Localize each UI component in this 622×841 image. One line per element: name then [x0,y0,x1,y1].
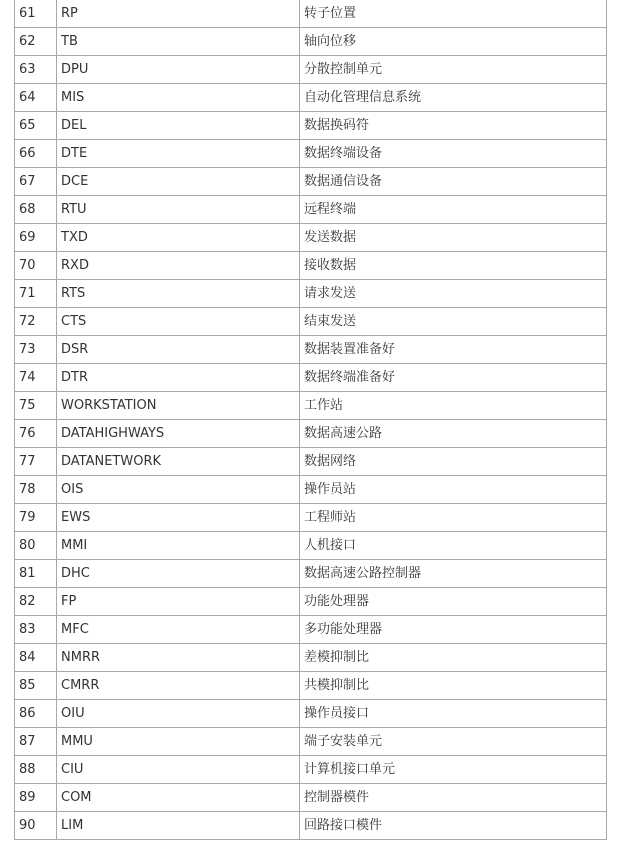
term-cell: 请求发送 [300,280,607,308]
table-row [15,504,607,532]
table-row [15,112,607,140]
table-row [15,140,607,168]
row-number-cell: 77 [15,448,57,476]
row-number-cell: 88 [15,756,57,784]
term-cell: 数据装置准备好 [300,336,607,364]
term-cell: 回路接口模件 [300,812,607,840]
row-number-cell: 80 [15,532,57,560]
abbreviation-cell: TXD [57,224,300,252]
term-cell: 端子安装单元 [300,728,607,756]
row-number-cell: 66 [15,140,57,168]
abbreviation-cell: NMRR [57,644,300,672]
row-number-cell: 63 [15,56,57,84]
abbreviation-cell: EWS [57,504,300,532]
term-cell: 操作员接口 [300,700,607,728]
row-number-cell: 84 [15,644,57,672]
row-number-cell: 69 [15,224,57,252]
table-row [15,616,607,644]
term-cell: 操作员站 [300,476,607,504]
row-number-cell: 62 [15,28,57,56]
row-number-cell: 75 [15,392,57,420]
abbreviation-cell: OIS [57,476,300,504]
row-number-cell: 86 [15,700,57,728]
term-cell: 差模抑制比 [300,644,607,672]
row-number-cell: 65 [15,112,57,140]
abbreviation-cell: WORKSTATION [57,392,300,420]
abbreviation-cell: CIU [57,756,300,784]
term-cell: 自动化管理信息系统 [300,84,607,112]
abbreviation-cell: TB [57,28,300,56]
term-cell: 分散控制单元 [300,56,607,84]
row-number-cell: 79 [15,504,57,532]
abbreviation-cell: OIU [57,700,300,728]
row-number-cell: 71 [15,280,57,308]
abbreviation-cell: MMI [57,532,300,560]
table-row [15,280,607,308]
term-cell: 数据换码符 [300,112,607,140]
table-row [15,420,607,448]
row-number-cell: 64 [15,84,57,112]
table-row [15,28,607,56]
term-cell: 共模抑制比 [300,672,607,700]
term-cell: 远程终端 [300,196,607,224]
term-cell: 结束发送 [300,308,607,336]
abbreviation-cell: RP [57,0,300,28]
table-row [15,448,607,476]
term-cell: 计算机接口单元 [300,756,607,784]
table-row [15,784,607,812]
abbreviation-cell: DPU [57,56,300,84]
abbreviation-cell: CTS [57,308,300,336]
abbreviation-cell: FP [57,588,300,616]
abbreviation-table [14,0,607,840]
row-number-cell: 70 [15,252,57,280]
table-row [15,812,607,840]
row-number-cell: 73 [15,336,57,364]
table-row [15,728,607,756]
abbreviation-cell: DATANETWORK [57,448,300,476]
term-cell: 数据通信设备 [300,168,607,196]
table-row [15,672,607,700]
term-cell: 功能处理器 [300,588,607,616]
table-row [15,756,607,784]
table-row [15,224,607,252]
row-number-cell: 82 [15,588,57,616]
table-row [15,0,607,28]
row-number-cell: 67 [15,168,57,196]
term-cell: 转子位置 [300,0,607,28]
term-cell: 轴向位移 [300,28,607,56]
abbreviation-table-body [15,0,607,840]
row-number-cell: 81 [15,560,57,588]
abbreviation-cell: DCE [57,168,300,196]
table-row [15,168,607,196]
row-number-cell: 61 [15,0,57,28]
abbreviation-cell: DTR [57,364,300,392]
term-cell: 工作站 [300,392,607,420]
abbreviation-cell: DSR [57,336,300,364]
table-row [15,56,607,84]
term-cell: 工程师站 [300,504,607,532]
row-number-cell: 85 [15,672,57,700]
abbreviation-cell: DATAHIGHWAYS [57,420,300,448]
term-cell: 控制器模件 [300,784,607,812]
abbreviation-cell: RTU [57,196,300,224]
table-row [15,84,607,112]
row-number-cell: 90 [15,812,57,840]
table-row [15,644,607,672]
table-row [15,532,607,560]
abbreviation-cell: MFC [57,616,300,644]
table-row [15,560,607,588]
table-row [15,196,607,224]
table-row [15,588,607,616]
row-number-cell: 78 [15,476,57,504]
abbreviation-cell: DEL [57,112,300,140]
abbreviation-cell: LIM [57,812,300,840]
term-cell: 多功能处理器 [300,616,607,644]
abbreviation-cell: DTE [57,140,300,168]
abbreviation-cell: CMRR [57,672,300,700]
table-row [15,476,607,504]
term-cell: 接收数据 [300,252,607,280]
abbreviation-cell: DHC [57,560,300,588]
term-cell: 发送数据 [300,224,607,252]
table-row [15,700,607,728]
row-number-cell: 74 [15,364,57,392]
abbreviation-cell: MMU [57,728,300,756]
term-cell: 数据网络 [300,448,607,476]
table-row [15,336,607,364]
abbreviation-cell: RXD [57,252,300,280]
term-cell: 数据终端准备好 [300,364,607,392]
table-row [15,308,607,336]
table-row [15,392,607,420]
abbreviation-cell: MIS [57,84,300,112]
table-row [15,364,607,392]
row-number-cell: 76 [15,420,57,448]
row-number-cell: 89 [15,784,57,812]
table-row [15,252,607,280]
term-cell: 数据终端设备 [300,140,607,168]
row-number-cell: 68 [15,196,57,224]
row-number-cell: 72 [15,308,57,336]
term-cell: 数据高速公路控制器 [300,560,607,588]
abbreviation-cell: COM [57,784,300,812]
term-cell: 数据高速公路 [300,420,607,448]
term-cell: 人机接口 [300,532,607,560]
row-number-cell: 87 [15,728,57,756]
row-number-cell: 83 [15,616,57,644]
abbreviation-cell: RTS [57,280,300,308]
